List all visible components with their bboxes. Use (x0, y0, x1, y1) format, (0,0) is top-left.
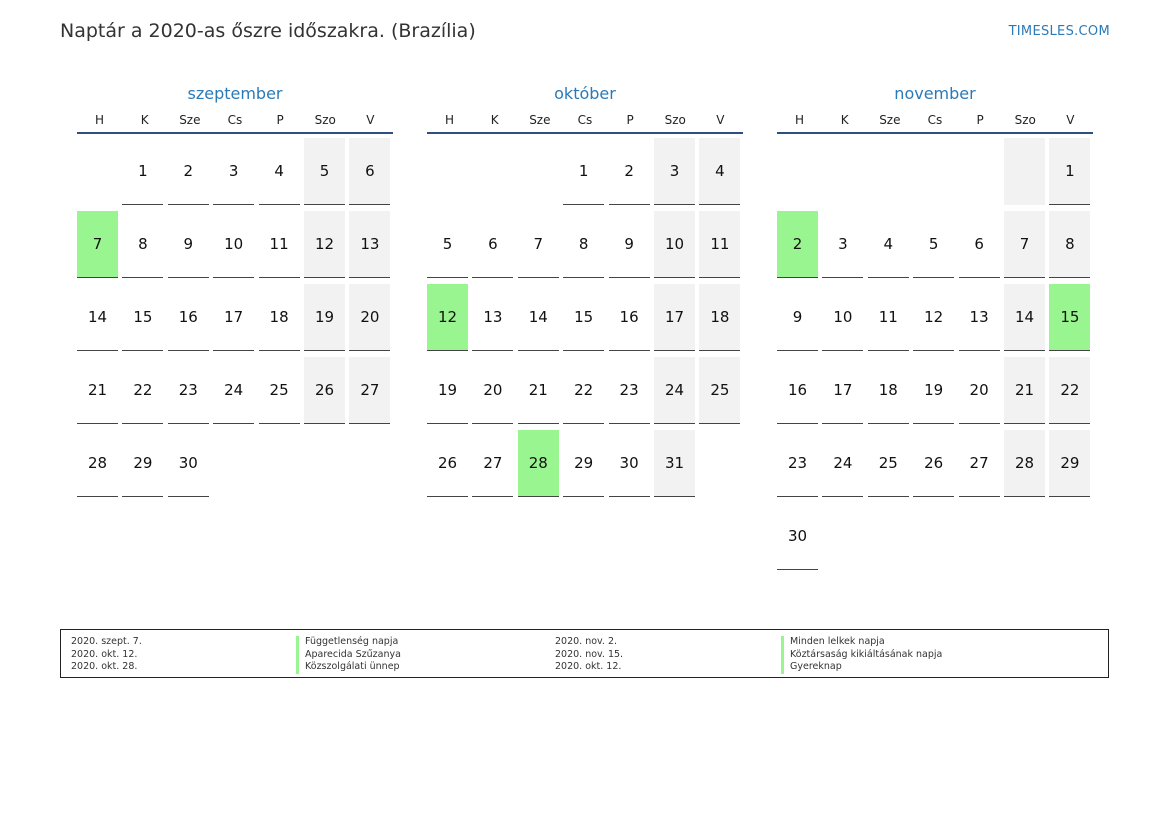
day-cell: 10 (654, 211, 695, 278)
day-cell: 16 (168, 284, 209, 351)
day-cell: 22 (122, 357, 163, 424)
legend-date: 2020. szept. 7. (71, 636, 142, 647)
weekday-label: P (976, 113, 984, 127)
weekday-label: Cs (927, 113, 943, 127)
weekday-label: V (716, 113, 725, 127)
day-cell: 18 (699, 284, 740, 351)
day-cell: 27 (959, 430, 1000, 497)
day-cell: 1 (1049, 138, 1090, 205)
legend-holiday-name: Gyereknap (781, 661, 942, 674)
day-cell: 1 (122, 138, 163, 205)
day-cell: 5 (427, 211, 468, 278)
day-cell: 11 (699, 211, 740, 278)
day-cell: 13 (349, 211, 390, 278)
month-calendar (77, 80, 393, 472)
legend-holiday-name: Közszolgálati ünnep (296, 661, 401, 674)
day-cell: 3 (654, 138, 695, 205)
month-calendar (427, 80, 743, 472)
day-cell: 20 (472, 357, 513, 424)
day-cell: 12 (304, 211, 345, 278)
day-cell: 30 (609, 430, 650, 497)
legend-holiday-name: Aparecida Szűzanya (296, 649, 401, 662)
legend-names-right (781, 636, 942, 674)
weekday-label: K (840, 113, 849, 127)
day-cell: 15 (122, 284, 163, 351)
day-cell: 6 (349, 138, 390, 205)
day-cell: 8 (122, 211, 163, 278)
weekday-label: P (626, 113, 634, 127)
month-name: november (894, 84, 976, 103)
legend-date: 2020. nov. 15. (555, 648, 624, 660)
day-cell: 20 (349, 284, 390, 351)
day-cell: 19 (913, 357, 954, 424)
legend-dates-right (555, 636, 623, 674)
weekday-label: Cs (577, 113, 593, 127)
day-cell: 28 (77, 430, 118, 497)
day-cell: 13 (472, 284, 513, 351)
day-cell: 25 (699, 357, 740, 424)
day-cell: 16 (777, 357, 818, 424)
day-cell: 4 (868, 211, 909, 278)
day-cell: 24 (654, 357, 695, 424)
weekday-label: Szo (664, 113, 686, 127)
day-cell: 8 (1049, 211, 1090, 278)
day-cell: 17 (654, 284, 695, 351)
holiday-day-cell: 12 (427, 284, 468, 351)
day-cell: 3 (213, 138, 254, 205)
day-cell: 18 (259, 284, 300, 351)
day-cell: 17 (213, 284, 254, 351)
day-cell: 2 (609, 138, 650, 205)
weekday-label: Sze (879, 113, 901, 127)
day-cell: 28 (1004, 430, 1045, 497)
weekday-label: Szo (1014, 113, 1036, 127)
day-cell: 29 (563, 430, 604, 497)
weekday-label: H (795, 113, 805, 127)
day-cell: 19 (427, 357, 468, 424)
day-cell: 4 (699, 138, 740, 205)
day-cell: 10 (213, 211, 254, 278)
weekday-header (427, 108, 743, 134)
day-cell: 27 (472, 430, 513, 497)
weekday-label: Szo (314, 113, 336, 127)
legend-date: 2020. okt. 12. (555, 661, 622, 672)
day-cell: 2 (168, 138, 209, 205)
legend-names-left (296, 636, 401, 674)
day-cell: 24 (822, 430, 863, 497)
month-name: szeptember (187, 84, 283, 103)
day-cell: 7 (1004, 211, 1045, 278)
day-cell: 29 (122, 430, 163, 497)
day-cell: 9 (168, 211, 209, 278)
legend-date: 2020. okt. 12. (71, 648, 138, 660)
day-cell: 23 (168, 357, 209, 424)
day-cell: 5 (913, 211, 954, 278)
day-cell: 21 (518, 357, 559, 424)
legend-dates-left (71, 636, 142, 674)
day-cell: 11 (259, 211, 300, 278)
day-cell: 7 (518, 211, 559, 278)
day-cell: 23 (609, 357, 650, 424)
weekday-label: K (140, 113, 149, 127)
month-calendar (777, 80, 1093, 545)
weekday-label: H (95, 113, 105, 127)
weekday-header (777, 108, 1093, 134)
legend-holiday-name: Függetlenség napja (296, 636, 401, 649)
legend-holiday-name: Minden lelkek napja (781, 636, 942, 649)
day-cell: 29 (1049, 430, 1090, 497)
month-name: október (554, 84, 616, 103)
day-cell: 24 (213, 357, 254, 424)
legend-date: 2020. nov. 2. (555, 636, 618, 647)
day-cell: 14 (77, 284, 118, 351)
holiday-day-cell: 2 (777, 211, 818, 278)
day-cell: 9 (609, 211, 650, 278)
holiday-day-cell: 15 (1049, 284, 1090, 351)
site-link[interactable]: TIMESLES.COM (1008, 24, 1110, 39)
weekday-label: V (366, 113, 375, 127)
weekday-label: Sze (179, 113, 201, 127)
day-cell: 23 (777, 430, 818, 497)
day-cell: 30 (777, 503, 818, 570)
day-cell: 4 (259, 138, 300, 205)
weekday-label: H (445, 113, 455, 127)
day-cell: 15 (563, 284, 604, 351)
day-cell: 19 (304, 284, 345, 351)
day-cell: 26 (304, 357, 345, 424)
holiday-legend (60, 629, 1109, 678)
day-cell: 14 (518, 284, 559, 351)
day-cell: 17 (822, 357, 863, 424)
legend-holiday-name: Köztársaság kikiáltásának napja (781, 649, 942, 662)
day-cell: 25 (868, 430, 909, 497)
day-cell: 1 (563, 138, 604, 205)
day-cell: 22 (563, 357, 604, 424)
day-cell: 8 (563, 211, 604, 278)
day-cell: 9 (777, 284, 818, 351)
weekday-label: V (1066, 113, 1075, 127)
day-cell: 25 (259, 357, 300, 424)
day-cell: 22 (1049, 357, 1090, 424)
day-cell: 31 (654, 430, 695, 497)
day-cell: 14 (1004, 284, 1045, 351)
day-cell: 26 (427, 430, 468, 497)
weekday-header (77, 108, 393, 134)
holiday-day-cell: 7 (77, 211, 118, 278)
day-cell: 21 (1004, 357, 1045, 424)
day-cell: 27 (349, 357, 390, 424)
weekday-label: Cs (227, 113, 243, 127)
day-cell: 3 (822, 211, 863, 278)
day-cell: 20 (959, 357, 1000, 424)
day-cell: 11 (868, 284, 909, 351)
day-cell: 21 (77, 357, 118, 424)
day-cell: 16 (609, 284, 650, 351)
weekday-label: Sze (529, 113, 551, 127)
holiday-day-cell: 28 (518, 430, 559, 497)
legend-date: 2020. okt. 28. (71, 661, 138, 672)
day-cell: 12 (913, 284, 954, 351)
page-title: Naptár a 2020-as őszre időszakra. (Brazília) (60, 20, 476, 42)
weekday-label: K (490, 113, 499, 127)
day-cell: 30 (168, 430, 209, 497)
empty-weekend-cell (1004, 138, 1045, 205)
weekday-label: P (276, 113, 284, 127)
day-cell: 26 (913, 430, 954, 497)
day-cell: 10 (822, 284, 863, 351)
day-cell: 18 (868, 357, 909, 424)
day-cell: 5 (304, 138, 345, 205)
day-cell: 6 (959, 211, 1000, 278)
day-cell: 13 (959, 284, 1000, 351)
day-cell: 6 (472, 211, 513, 278)
